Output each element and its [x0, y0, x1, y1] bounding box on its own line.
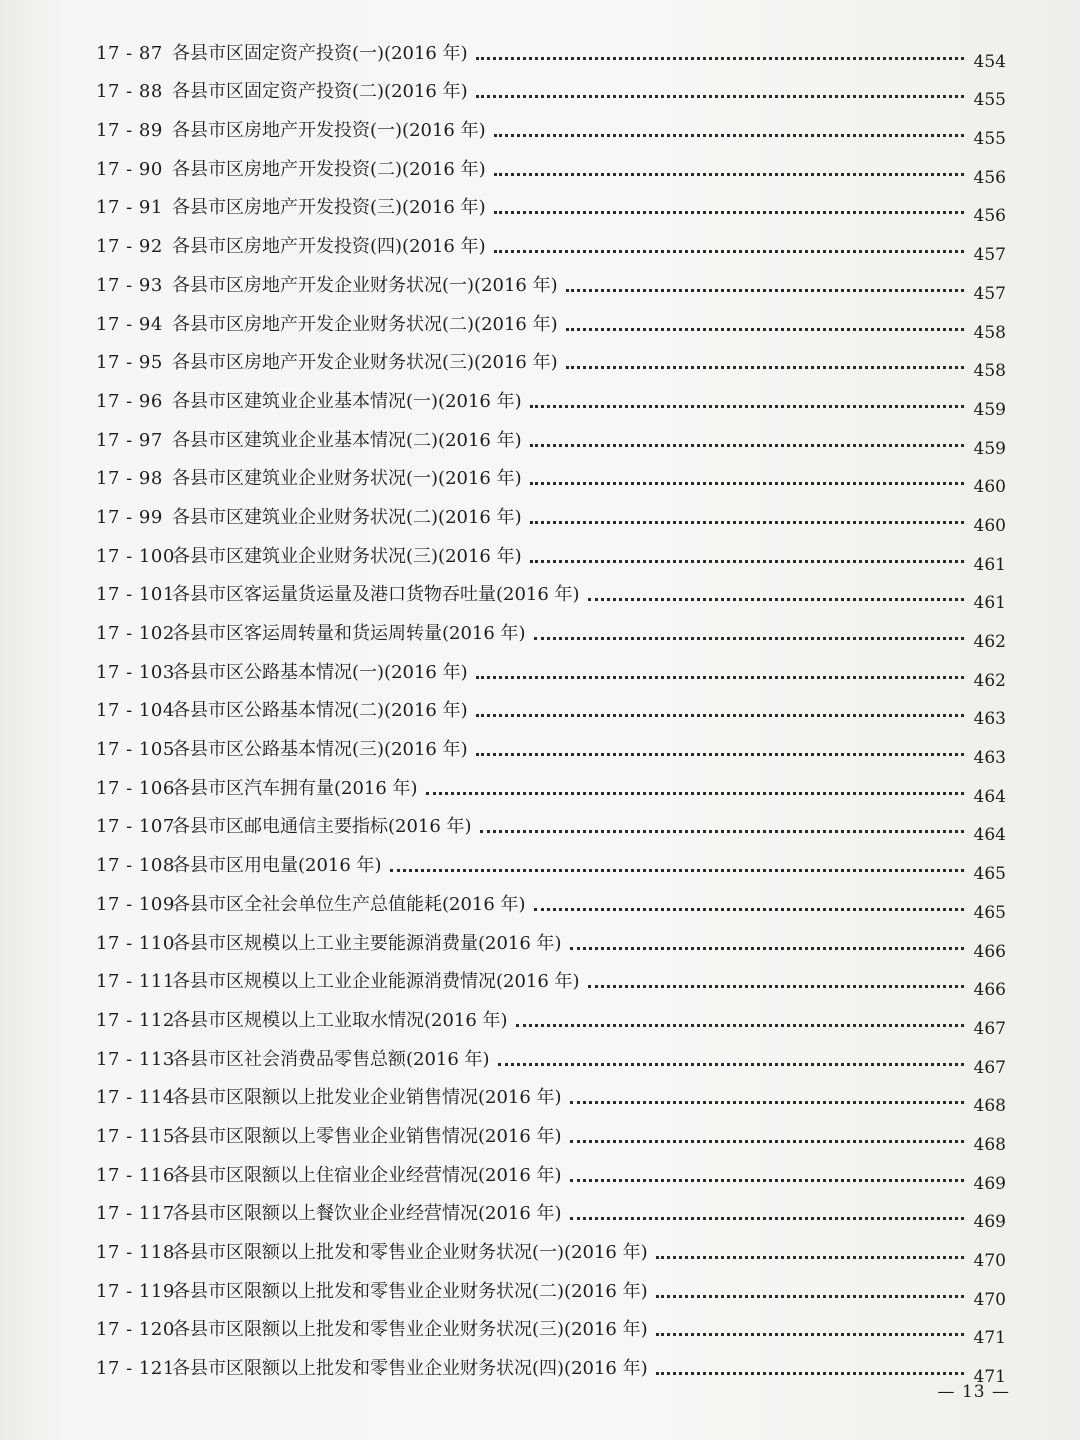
toc-entry[interactable] [96, 529, 1006, 575]
toc-entry-title: 各县市区邮电通信主要指标(2016 年) [172, 816, 472, 838]
dot-leader [530, 383, 964, 408]
toc-entry-page: 471 [973, 1367, 1006, 1388]
dot-leader [494, 151, 964, 176]
toc-entry-page: 462 [973, 670, 1006, 691]
toc-entry-title: 各县市区限额以上批发和零售业企业财务状况(二)(2016 年) [172, 1280, 648, 1302]
toc-entry[interactable] [96, 606, 1006, 652]
toc-entry-page: 468 [973, 1134, 1006, 1155]
toc-entry-title: 各县市区固定资产投资(一)(2016 年) [172, 42, 468, 64]
toc-entry[interactable] [96, 142, 1006, 188]
toc-entry-page: 467 [973, 1018, 1006, 1039]
toc-entry-number: 17 - 112 [96, 1009, 175, 1031]
toc-entry[interactable] [96, 916, 1006, 962]
dot-leader [570, 925, 964, 950]
toc-entry-page: 465 [973, 864, 1006, 885]
toc-entry-number: 17 - 113 [96, 1048, 175, 1070]
dot-leader [494, 112, 964, 137]
dot-leader [566, 267, 964, 292]
toc-entry-title: 各县市区汽车拥有量(2016 年) [172, 777, 418, 799]
toc-entry[interactable] [96, 568, 1006, 614]
toc-entry-number: 17 - 91 [96, 197, 163, 219]
toc-entry-page: 467 [973, 1057, 1006, 1078]
dot-leader [390, 847, 964, 872]
toc-entry-title: 各县市区规模以上工业取水情况(2016 年) [172, 1009, 508, 1031]
toc-entry[interactable] [96, 1032, 1006, 1078]
toc-entry-number: 17 - 121 [96, 1358, 175, 1380]
toc-entry-number: 17 - 111 [96, 971, 175, 993]
toc-entry-number: 17 - 89 [96, 120, 163, 142]
toc-entry-number: 17 - 92 [96, 236, 163, 258]
toc-entry-title: 各县市区规模以上工业企业能源消费情况(2016 年) [172, 971, 580, 993]
toc-entry-number: 17 - 100 [96, 545, 175, 567]
toc-entry-number: 17 - 106 [96, 777, 175, 799]
toc-entry[interactable] [96, 684, 1006, 730]
toc-entry-number: 17 - 94 [96, 313, 163, 335]
toc-entry-page: 457 [973, 245, 1006, 266]
dot-leader [476, 731, 964, 756]
toc-entry[interactable] [96, 877, 1006, 923]
toc-entry-page: 465 [973, 902, 1006, 923]
toc-entry-title: 各县市区房地产开发企业财务状况(二)(2016 年) [172, 313, 558, 335]
dot-leader [534, 615, 964, 640]
dot-leader [494, 228, 964, 253]
toc-entry-page: 461 [973, 554, 1006, 575]
toc-entry-number: 17 - 115 [96, 1125, 175, 1147]
dot-leader [530, 538, 964, 563]
table-of-contents [96, 26, 1006, 1388]
toc-entry[interactable] [96, 838, 1006, 885]
toc-entry-title: 各县市区公路基本情况(三)(2016 年) [172, 739, 468, 761]
toc-entry[interactable] [96, 336, 1006, 382]
toc-entry-number: 17 - 114 [96, 1087, 175, 1109]
dot-leader [476, 654, 964, 679]
toc-entry-title: 各县市区规模以上工业主要能源消费量(2016 年) [172, 932, 562, 954]
toc-entry[interactable] [96, 103, 1006, 150]
toc-entry-number: 17 - 93 [96, 274, 163, 296]
toc-entry[interactable] [96, 955, 1006, 1001]
toc-entry-page: 456 [973, 206, 1006, 227]
toc-entry-page: 463 [973, 748, 1006, 769]
toc-entry[interactable] [96, 1303, 1006, 1349]
toc-entry-number: 17 - 88 [96, 81, 163, 103]
toc-entry-page: 463 [973, 709, 1006, 730]
dot-leader [530, 422, 964, 447]
toc-entry-number: 17 - 98 [96, 468, 163, 490]
toc-entry-page: 457 [973, 283, 1006, 304]
toc-entry-title: 各县市区公路基本情况(一)(2016 年) [172, 661, 468, 683]
toc-entry-title: 各县市区房地产开发投资(二)(2016 年) [172, 158, 486, 180]
toc-entry[interactable] [96, 26, 1006, 72]
toc-entry-number: 17 - 107 [96, 816, 175, 838]
dot-leader [498, 1041, 964, 1066]
toc-entry-page: 459 [973, 399, 1006, 420]
toc-entry-title: 各县市区客运量货运量及港口货物吞吐量(2016 年) [172, 584, 580, 606]
dot-leader [566, 344, 964, 369]
toc-entry-title: 各县市区限额以上批发业企业销售情况(2016 年) [172, 1087, 562, 1109]
toc-entry-number: 17 - 96 [96, 390, 163, 412]
toc-entry-title: 各县市区限额以上餐饮业企业经营情况(2016 年) [172, 1203, 562, 1225]
toc-entry-title: 各县市区限额以上零售业企业销售情况(2016 年) [172, 1125, 562, 1147]
toc-entry-number: 17 - 99 [96, 506, 163, 528]
toc-entry[interactable] [96, 1071, 1006, 1117]
toc-entry-title: 各县市区公路基本情况(二)(2016 年) [172, 700, 468, 722]
toc-entry[interactable] [96, 1225, 1006, 1271]
toc-entry-title: 各县市区限额以上批发和零售业企业财务状况(四)(2016 年) [172, 1358, 648, 1380]
toc-entry-title: 各县市区建筑业企业基本情况(一)(2016 年) [172, 390, 522, 412]
toc-entry[interactable] [96, 1341, 1006, 1388]
toc-entry-page: 469 [973, 1173, 1006, 1194]
toc-entry-title: 各县市区限额以上批发和零售业企业财务状况(三)(2016 年) [172, 1319, 648, 1341]
toc-entry[interactable] [96, 1264, 1006, 1310]
toc-entry-page: 466 [973, 941, 1006, 962]
dot-leader [516, 1002, 964, 1027]
dot-leader [530, 499, 964, 524]
page-number: — 13 — [937, 1382, 1010, 1402]
toc-entry-title: 各县市区建筑业企业财务状况(三)(2016 年) [172, 545, 522, 567]
dot-leader [570, 1195, 964, 1220]
toc-entry-page: 454 [973, 51, 1006, 72]
toc-entry[interactable] [96, 1109, 1006, 1155]
toc-entry-title: 各县市区房地产开发企业财务状况(三)(2016 年) [172, 352, 558, 374]
toc-entry-title: 各县市区房地产开发企业财务状况(一)(2016 年) [172, 274, 558, 296]
toc-entry-title: 各县市区建筑业企业财务状况(一)(2016 年) [172, 468, 522, 490]
dot-leader [476, 692, 964, 717]
toc-entry-page: 460 [973, 477, 1006, 498]
toc-entry-title: 各县市区限额以上住宿业企业经营情况(2016 年) [172, 1164, 562, 1186]
toc-entry-title: 各县市区建筑业企业财务状况(二)(2016 年) [172, 506, 522, 528]
toc-entry-page: 464 [973, 825, 1006, 846]
toc-entry-page: 470 [973, 1251, 1006, 1271]
dot-leader [570, 1079, 964, 1104]
toc-entry-page: 462 [973, 632, 1006, 652]
toc-entry-number: 17 - 108 [96, 855, 175, 877]
dot-leader [494, 189, 964, 214]
dot-leader [588, 576, 964, 601]
toc-entry-number: 17 - 110 [96, 932, 175, 954]
dot-leader [656, 1350, 964, 1375]
toc-entry-number: 17 - 97 [96, 429, 163, 451]
toc-entry[interactable] [96, 374, 1006, 420]
dot-leader [476, 35, 964, 60]
toc-entry-page: 470 [973, 1289, 1006, 1310]
toc-entry-number: 17 - 109 [96, 893, 175, 915]
dot-leader [656, 1273, 964, 1298]
toc-entry-number: 17 - 90 [96, 158, 163, 180]
dot-leader [480, 808, 964, 833]
dot-leader [566, 306, 964, 331]
toc-entry-number: 17 - 117 [96, 1203, 175, 1225]
dot-leader [588, 963, 964, 988]
dot-leader [656, 1311, 964, 1336]
toc-entry[interactable] [96, 297, 1006, 343]
toc-entry[interactable] [96, 722, 1006, 769]
toc-entry[interactable] [96, 452, 1006, 498]
toc-entry-page: 471 [973, 1328, 1006, 1349]
dot-leader [476, 73, 964, 98]
toc-entry[interactable] [96, 1187, 1006, 1233]
toc-entry-title: 各县市区客运周转量和货运周转量(2016 年) [172, 623, 526, 644]
toc-entry-page: 464 [973, 786, 1006, 807]
toc-entry-page: 461 [973, 593, 1006, 614]
toc-entry-title: 各县市区建筑业企业基本情况(二)(2016 年) [172, 429, 522, 451]
toc-entry-title: 各县市区固定资产投资(二)(2016 年) [172, 81, 468, 103]
toc-entry-page: 455 [973, 90, 1006, 111]
toc-entry[interactable] [96, 219, 1006, 266]
toc-entry[interactable] [96, 490, 1006, 536]
toc-entry-title: 各县市区用电量(2016 年) [172, 855, 382, 877]
toc-entry-number: 17 - 119 [96, 1280, 175, 1302]
toc-entry[interactable] [96, 800, 1006, 846]
toc-entry-page: 468 [973, 1096, 1006, 1117]
toc-entry-title: 各县市区限额以上批发和零售业企业财务状况(一)(2016 年) [172, 1242, 648, 1263]
toc-entry-title: 各县市区房地产开发投资(三)(2016 年) [172, 197, 486, 219]
toc-entry[interactable] [96, 413, 1006, 459]
toc-entry[interactable] [96, 181, 1006, 227]
toc-entry-page: 469 [973, 1212, 1006, 1233]
toc-entry-page: 456 [973, 167, 1006, 188]
toc-entry-title: 各县市区社会消费品零售总额(2016 年) [172, 1048, 490, 1070]
toc-entry-page: 466 [973, 980, 1006, 1001]
dot-leader [570, 1157, 964, 1182]
dot-leader [656, 1234, 964, 1259]
toc-entry-number: 17 - 87 [96, 42, 163, 64]
dot-leader [426, 770, 964, 795]
toc-entry-number: 17 - 95 [96, 352, 163, 374]
toc-entry-number: 17 - 103 [96, 661, 175, 683]
toc-entry[interactable] [96, 258, 1006, 304]
toc-entry-number: 17 - 104 [96, 700, 175, 722]
toc-entry[interactable] [96, 645, 1006, 691]
toc-entry-page: 458 [973, 322, 1006, 343]
toc-entry-number: 17 - 102 [96, 623, 175, 644]
toc-entry-title: 各县市区房地产开发投资(一)(2016 年) [172, 120, 486, 142]
toc-entry-number: 17 - 118 [96, 1242, 175, 1263]
toc-entry-number: 17 - 116 [96, 1164, 175, 1186]
toc-entry[interactable] [96, 761, 1006, 807]
toc-entry[interactable] [96, 993, 1006, 1039]
toc-entry-title: 各县市区全社会单位生产总值能耗(2016 年) [172, 893, 526, 915]
dot-leader [570, 1118, 964, 1143]
toc-entry-number: 17 - 105 [96, 739, 175, 761]
toc-entry[interactable] [96, 65, 1006, 111]
toc-entry-page: 455 [973, 129, 1006, 150]
dot-leader [534, 886, 964, 911]
toc-entry[interactable] [96, 1148, 1006, 1194]
toc-entry-number: 17 - 120 [96, 1319, 175, 1341]
toc-entry-page: 459 [973, 438, 1006, 459]
toc-entry-title: 各县市区房地产开发投资(四)(2016 年) [172, 236, 486, 258]
toc-entry-page: 458 [973, 361, 1006, 382]
toc-entry-number: 17 - 101 [96, 584, 175, 606]
toc-entry-page: 460 [973, 515, 1006, 536]
dot-leader [530, 460, 964, 485]
